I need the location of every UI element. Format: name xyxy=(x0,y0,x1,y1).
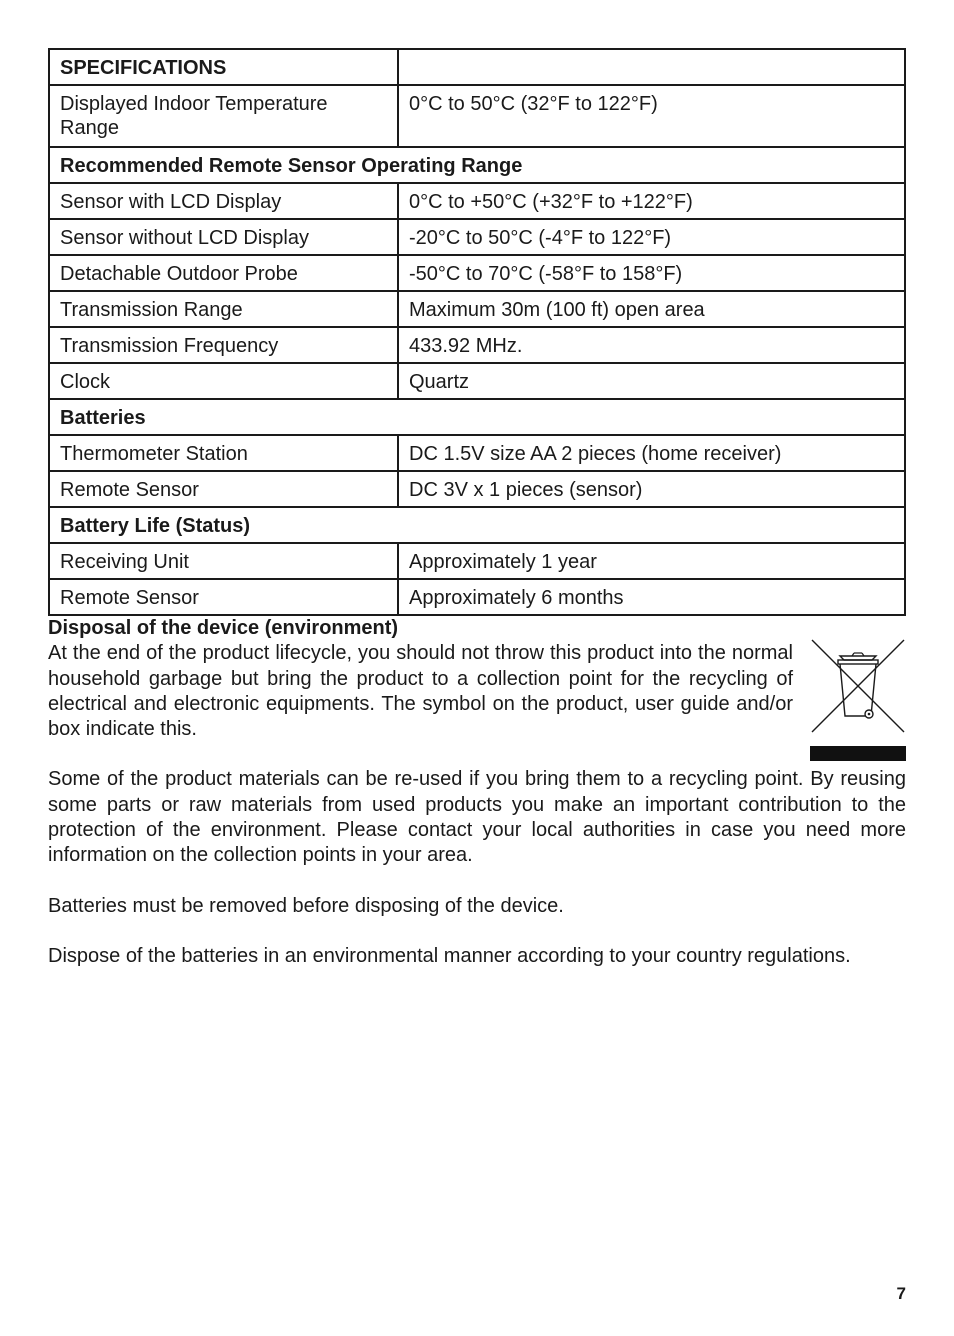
row-value: Approximately 1 year xyxy=(398,543,905,579)
section-heading: Recommended Remote Sensor Operating Range xyxy=(49,147,905,183)
specifications-table-body xyxy=(49,49,905,615)
row-value: Maximum 30m (100 ft) open area xyxy=(398,291,905,327)
row-label: Sensor without LCD Display xyxy=(49,219,398,255)
row-value: -20°C to 50°C (-4°F to 122°F) xyxy=(398,219,905,255)
row-label: Clock xyxy=(49,363,398,399)
row-value: -50°C to 70°C (-58°F to 158°F) xyxy=(398,255,905,291)
specifications-table xyxy=(48,48,906,616)
disposal-paragraph-batteries-removed: Batteries must be removed before disposing of the device. xyxy=(48,894,564,917)
paragraph-spacer xyxy=(48,869,906,894)
table-header-label: SPECIFICATIONS xyxy=(49,49,398,85)
table-row xyxy=(49,543,905,579)
table-header-value xyxy=(398,49,905,85)
disposal-paragraph-battery-disposal: Dispose of the batteries in an environmental manner according to your country regulations. xyxy=(48,944,851,967)
disposal-intro-paragraph: At the end of the product lifecycle, you should not throw this product into the normal household garbage but bring the product to a collection point for the recycling of electrical and electronic equipments. The symbol on the product, user guide and/or box indicate this. xyxy=(48,642,793,741)
row-label: Remote Sensor xyxy=(49,579,398,615)
row-label: Receiving Unit xyxy=(49,543,398,579)
row-label: Transmission Frequency xyxy=(49,327,398,363)
crossed-out-wheelie-bin-icon xyxy=(810,638,906,762)
paragraph-spacer xyxy=(48,742,906,767)
page-number: 7 xyxy=(896,1284,906,1303)
table-row xyxy=(49,435,905,471)
table-row xyxy=(49,85,905,147)
section-heading: Battery Life (Status) xyxy=(49,507,905,543)
section-heading: Batteries xyxy=(49,399,905,435)
section-row xyxy=(49,399,905,435)
table-row xyxy=(49,363,905,399)
table-row xyxy=(49,219,905,255)
row-value: 0°C to +50°C (+32°F to +122°F) xyxy=(398,183,905,219)
disposal-heading: Disposal of the device (environment) xyxy=(48,617,399,639)
table-header-row xyxy=(49,49,905,85)
table-row xyxy=(49,471,905,507)
section-row xyxy=(49,507,905,543)
row-label: Detachable Outdoor Probe xyxy=(49,255,398,291)
row-label: Thermometer Station xyxy=(49,435,398,471)
paragraph-spacer xyxy=(48,919,906,944)
row-label: Remote Sensor xyxy=(49,471,398,507)
section-row xyxy=(49,147,905,183)
disposal-paragraph-recycling: Some of the product materials can be re-used if you bring them to a recycling point. By reusing some parts or raw materials from used products you make an important contribution to the protection of the environment. Please contact your local authorities in case you need more information on the collection points in your area. xyxy=(48,768,906,867)
table-row xyxy=(49,291,905,327)
row-label: Transmission Range xyxy=(49,291,398,327)
row-value: 433.92 MHz. xyxy=(398,327,905,363)
row-value: Approximately 6 months xyxy=(398,579,905,615)
row-value: DC 3V x 1 pieces (sensor) xyxy=(398,471,905,507)
table-row xyxy=(49,183,905,219)
row-label: Displayed Indoor Temperature Range xyxy=(49,85,398,147)
table-row xyxy=(49,579,905,615)
table-row xyxy=(49,327,905,363)
row-value: DC 1.5V size AA 2 pieces (home receiver) xyxy=(398,435,905,471)
table-row xyxy=(49,255,905,291)
row-label: Sensor with LCD Display xyxy=(49,183,398,219)
disposal-section xyxy=(48,616,906,969)
row-value: Quartz xyxy=(398,363,905,399)
row-value: 0°C to 50°C (32°F to 122°F) xyxy=(398,85,905,147)
